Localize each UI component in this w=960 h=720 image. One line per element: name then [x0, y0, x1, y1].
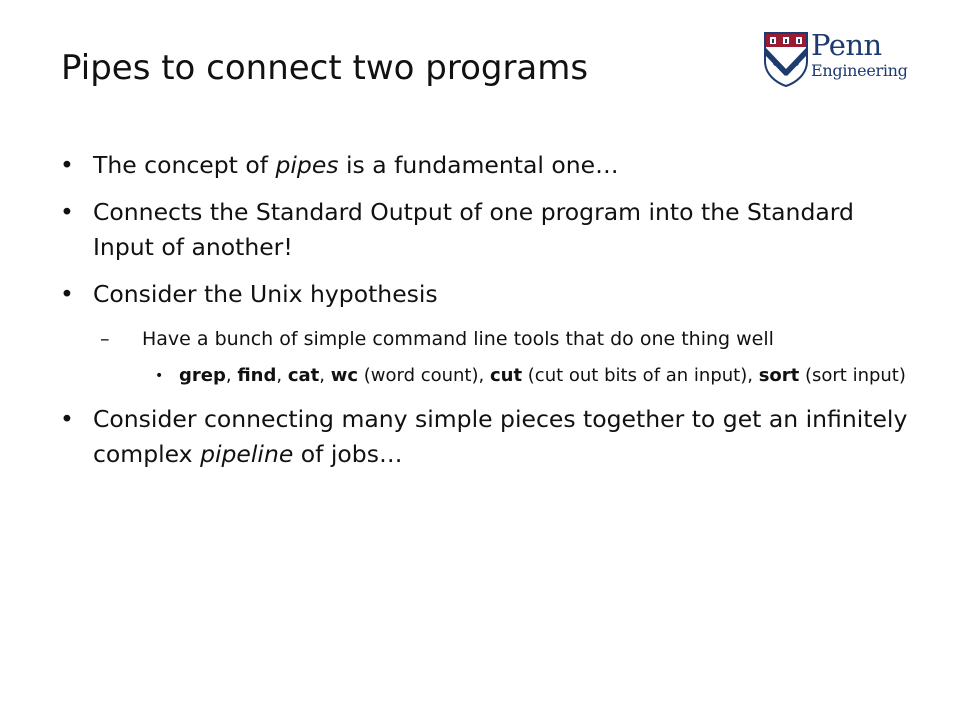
- bullet-emphasis: pipeline: [200, 440, 294, 468]
- penn-engineering-logo: [763, 28, 913, 89]
- bullet-marker: •: [60, 280, 74, 308]
- tool-name-sort: sort: [758, 365, 800, 386]
- bullet-item: [60, 277, 920, 312]
- tool-name-find: find: [237, 365, 277, 386]
- sub-sub-bullet-item: [60, 362, 920, 390]
- slide-title: Pipes to connect two programs: [61, 48, 589, 88]
- logo-wordmark-engineering: Engineering: [811, 61, 908, 80]
- tool-desc: (sort input): [799, 365, 906, 386]
- bullet-item: [60, 402, 920, 472]
- bullet-list: [60, 148, 920, 484]
- separator: ,: [319, 365, 331, 386]
- tool-name-wc: wc: [330, 365, 358, 386]
- bullet-text: The concept of: [93, 151, 276, 179]
- sub-bullet-item: [60, 324, 920, 354]
- bullet-item: [60, 148, 920, 183]
- separator: ,: [225, 365, 238, 386]
- tool-name-cut: cut: [489, 365, 523, 386]
- bullet-text: Connects the Standard Output of one program into the Standard Input of another!: [93, 198, 854, 261]
- tool-name-grep: grep: [179, 365, 226, 386]
- bullet-item: [60, 195, 920, 265]
- bullet-text: Consider connecting many simple pieces together to get an infinitely complex: [93, 405, 908, 468]
- bullet-marker: •: [60, 151, 74, 179]
- bullet-text: is a fundamental one…: [338, 151, 619, 179]
- bullet-emphasis: pipes: [275, 151, 339, 179]
- logo-wordmark-penn: Penn: [811, 28, 882, 62]
- tool-desc: (word count),: [358, 365, 490, 386]
- bullet-text: of jobs…: [293, 440, 403, 468]
- penn-shield-icon: [763, 31, 809, 87]
- sub-bullet-marker: –: [100, 328, 110, 350]
- tool-name-cat: cat: [287, 365, 320, 386]
- separator: ,: [276, 365, 288, 386]
- sub-sub-bullet-marker: •: [155, 368, 164, 384]
- tool-desc: (cut out bits of an input),: [522, 365, 759, 386]
- bullet-marker: •: [60, 405, 74, 433]
- sub-bullet-text: Have a bunch of simple command line tools that do one thing well: [142, 328, 774, 350]
- bullet-text: Consider the Unix hypothesis: [93, 280, 438, 308]
- bullet-marker: •: [60, 198, 74, 226]
